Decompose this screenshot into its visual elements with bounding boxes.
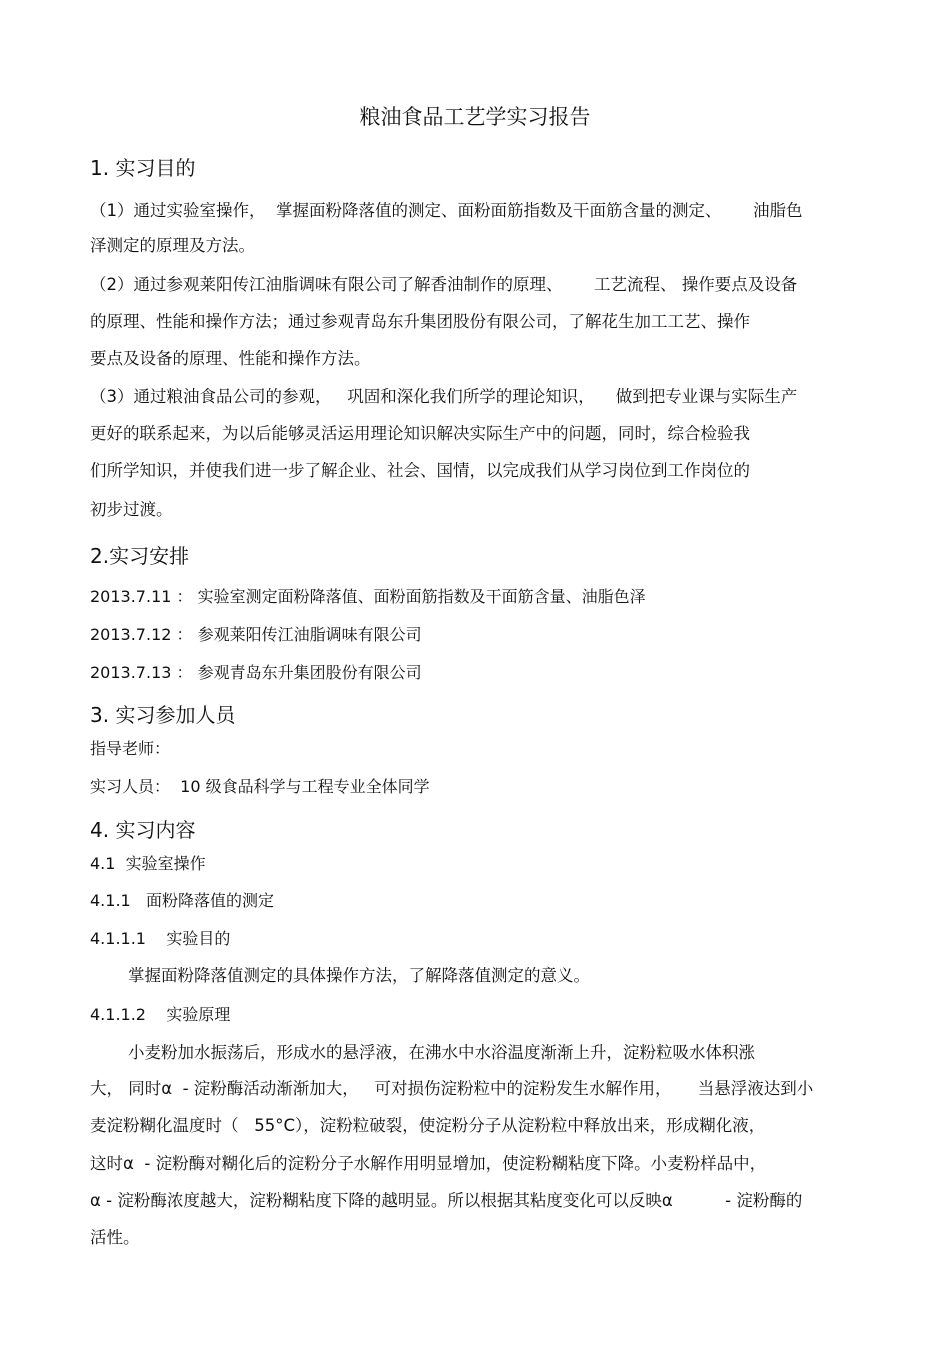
subsection-4-1-1: 4.1.1 面粉降落值的测定 <box>90 891 274 910</box>
purpose-2-line-2: 的原理、性能和操作方法；通过参观青岛东升集团股份有限公司，了解花生加工工艺、操作 <box>90 312 750 331</box>
document-title: 粮油食品工艺学实习报告 <box>359 105 591 129</box>
principle-line-4: 这时α - 淀粉酶对糊化后的淀粉分子水解作用明显增加，使淀粉糊粘度下降。小麦粉样品中， <box>90 1154 767 1173</box>
purpose-2-line-1: （2）通过参观莱阳传江油脂调味有限公司了解香油制作的原理、 工艺流程、 操作要点及设备 <box>90 275 798 294</box>
experiment-purpose-text: 掌握面粉降落值测定的具体操作方法，了解降落值测定的意义。 <box>128 966 590 985</box>
section-4-heading: 4. 实习内容 <box>90 818 196 842</box>
schedule-item: 2013.7.13 ： 参观青岛东升集团股份有限公司 <box>90 663 422 682</box>
principle-line-5: α - 淀粉酶浓度越大，淀粉糊粘度下降的越明显。所以根据其粘度变化可以反映α - 淀粉酶的 <box>90 1191 803 1210</box>
purpose-1-line-1: （1）通过实验室操作， 掌握面粉降落值的测定、面粉面筋指数及干面筋含量的测定、 油脂色 <box>90 201 803 220</box>
section-2-heading: 2.实习安排 <box>90 544 190 568</box>
principle-line-1: 小麦粉加水振荡后，形成水的悬浮液，在沸水中水浴温度渐渐上升，淀粉粒吸水体积涨 <box>128 1043 755 1062</box>
schedule-item: 2013.7.11 ： 实验室测定面粉降落值、面粉面筋指数及干面筋含量、油脂色泽 <box>90 587 646 606</box>
principle-line-3: 麦淀粉糊化温度时（ 55°C），淀粉粒破裂，使淀粉分子从淀粉粒中释放出来，形成糊化液， <box>90 1116 766 1135</box>
purpose-3-line-1: （3）通过粮油食品公司的参观， 巩固和深化我们所学的理论知识， 做到把专业课与实际生产 <box>90 387 798 406</box>
purpose-2-line-3: 要点及设备的原理、性能和操作方法。 <box>90 349 371 368</box>
subsection-4-1-1-2: 4.1.1.2 实验原理 <box>90 1005 231 1024</box>
section-1-heading: 1. 实习目的 <box>90 156 196 180</box>
purpose-3-line-4: 初步过渡。 <box>90 500 173 519</box>
subsection-4-1: 4.1 实验室操作 <box>90 854 206 873</box>
subsection-4-1-1-1: 4.1.1.1 实验目的 <box>90 929 231 948</box>
advisor-line: 指导老师： <box>90 739 171 758</box>
participants-line: 实习人员： 10 级食品科学与工程专业全体同学 <box>90 777 430 796</box>
section-3-heading: 3. 实习参加人员 <box>90 703 236 727</box>
principle-line-2: 大， 同时α - 淀粉酶活动渐渐加大， 可对损伤淀粉粒中的淀粉发生水解作用， 当悬浮液达到小 <box>90 1079 814 1098</box>
purpose-3-line-2: 更好的联系起来，为以后能够灵活运用理论知识解决实际生产中的问题，同时，综合检验我 <box>90 424 750 443</box>
purpose-3-line-3: 们所学知识，并使我们进一步了解企业、社会、国情，以完成我们从学习岗位到工作岗位的 <box>90 461 750 480</box>
schedule-item: 2013.7.12 ： 参观莱阳传江油脂调味有限公司 <box>90 625 422 644</box>
purpose-1-line-2: 泽测定的原理及方法。 <box>90 236 255 255</box>
principle-line-6: 活性。 <box>90 1228 140 1247</box>
